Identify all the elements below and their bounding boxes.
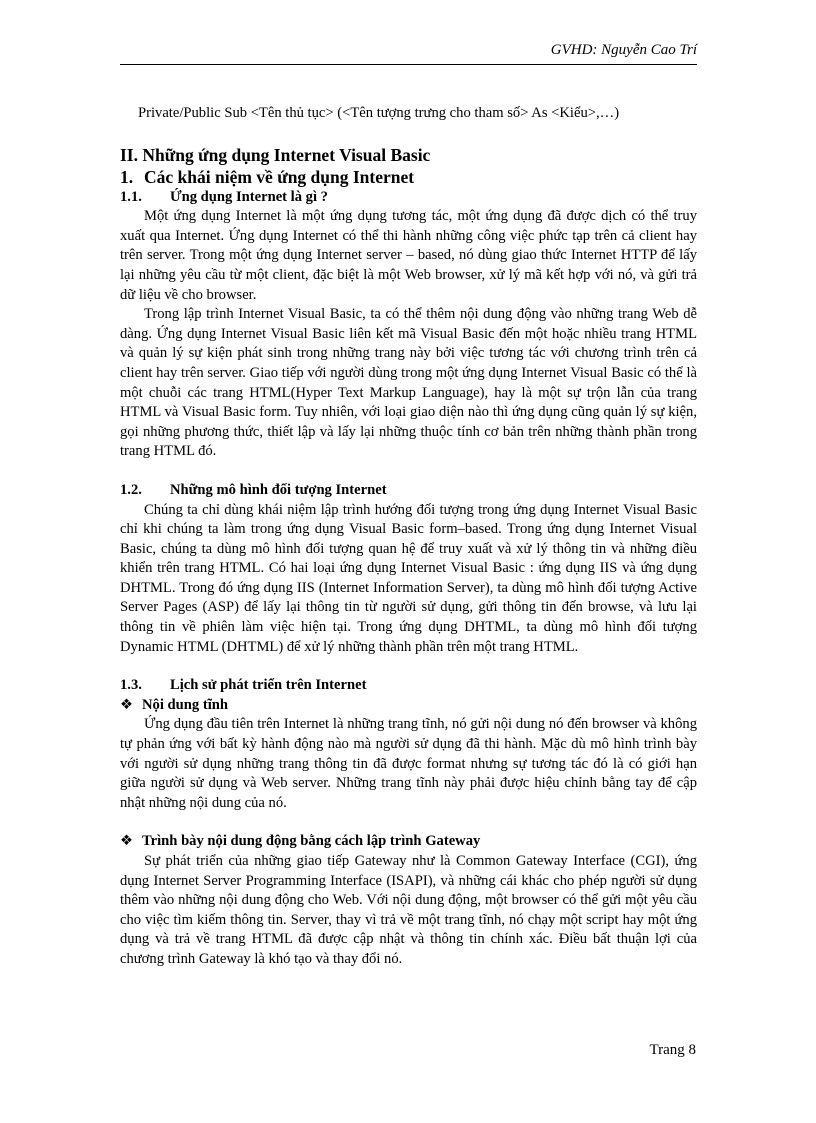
- page-header: [120, 40, 697, 65]
- paragraph-gateway-programming: Sự phát triển của những giao tiếp Gateway như là Common Gateway Interface (CGI), ứng dụng Internet Server Programming Interface (ISAPI), và những cái khác cho phép người sử dụng thêm vào những nội dung động cho Web. Với nội dung động, một browser có thể gửi một yêu cầu cho việc tìm kiếm thông tin. Server, thay vì trả về một trang tĩnh, nó chạy một script hay một ứng dụng và trả về trang HTML đã được cập nhật và thông tin chính xác. Điều bất thuận lợi của chương trình Gateway là khó tạo và thay đổi nó.: [120, 853, 697, 967]
- subsection-number: 1.: [120, 166, 134, 187]
- section-title: II. Những ứng dụng Internet Visual Basic: [120, 144, 431, 165]
- heading-1-1-title: Ứng dụng Internet là gì ?: [170, 188, 328, 205]
- subsection-title: Các khái niệm về ứng dụng Internet: [144, 166, 415, 187]
- four-diamond-icon: ❖: [120, 833, 134, 850]
- heading-1-1: [120, 188, 697, 208]
- paragraph-1-1-a: Một ứng dụng Internet là một ứng dụng tương tác, một ứng dụng đã được dịch có thể truy xuất qua Internet. Ứng dụng Internet có thể thi hành những công việc phức tạp trên cả client hay trên server. Trong một ứng dụng Internet server – based, nó dùng giao thức Internet HTTP để lấy lại những yêu cầu từ một client, đặc biệt là một Web browser, xử lý mã kết hợp với nó, và gửi trả dữ liệu về cho browser.: [120, 208, 697, 303]
- heading-1-3-title: Lịch sử phát triển trên Internet: [170, 677, 367, 694]
- instructor-name: GVHD: Nguyễn Cao Trí: [550, 42, 697, 58]
- heading-1-3: [120, 676, 697, 696]
- heading-1-1-number: 1.1.: [120, 188, 142, 205]
- heading-1-3-number: 1.3.: [120, 677, 142, 694]
- paragraph-static-content: Ứng dụng đầu tiên trên Internet là những trang tĩnh, nó gửi nội dung nó đến browser và không tự phản ứng với bất kỳ hành động nào mà người sử dụng đã thi hành. Mặc dù mô hình trình bày với người sử dụng những trang thông tin đã được format nhưng sự tương tác đó là có giới hạn giữa người sử dụng và Web server. Những trang tĩnh này phải được hiệu chỉnh bằng tay để cập nhật những nội dung của nó.: [120, 716, 697, 811]
- sub-syntax-line: Private/Public Sub <Tên thủ tục> (<Tên tượng trưng cho tham số> As <Kiểu>,…): [138, 105, 620, 121]
- heading-1-2-number: 1.2.: [120, 481, 142, 498]
- heading-1-2-title: Những mô hình đối tượng Internet: [170, 481, 387, 498]
- bullet-gateway-programming: [120, 832, 697, 852]
- bullet-static-content-title: Nội dung tĩnh: [142, 696, 228, 713]
- paragraph-1-1-b: Trong lập trình Internet Visual Basic, ta có thể thêm nội dung động vào những trang Web dễ dàng. Ứng dụng Internet Visual Basic liên kết mã Visual Basic đến một hoặc nhiều trang HTML và quản lý sự kiện phát sinh trong những trang này bởi việc tương tác với chương trình trên cả client hay trên server. Giao tiếp với người dùng trong một ứng dụng Internet Visual Basic có thể là một chuỗi các trang HTML(Hyper Text Markup Language), hay là một sự trộn lẫn của trang HTML và Visual Basic form. Tuy nhiên, với loại giao diện nào thì ứng dụng cũng quản lý sự kiện, gọi những phương thức, thiết lập và lấy lại những thuộc tính cơ bản trên những thành phần trong trang HTML đó.: [120, 306, 697, 460]
- bullet-gateway-title: Trình bày nội dung động bằng cách lập trình Gateway: [142, 833, 481, 850]
- heading-1-2: [120, 481, 697, 501]
- page-number: Trang 8: [649, 1042, 696, 1058]
- paragraph-1-2: Chúng ta chỉ dùng khái niệm lập trình hướng đối tượng trong ứng dụng Internet Visual Basic chỉ khi chúng ta làm trong ứng dụng Visual Basic form–based. Trong ứng dụng Internet Visual Basic, chúng ta dùng mô hình đối tượng quan hệ để truy xuất và xử lý thông tin và những điều khiển trên trang HTML. Có hai loại ứng dụng Internet Visual Basic : ứng dụng IIS và ứng dụng DHTML. Trong đó ứng dụng IIS (Internet Information Server), ta dùng mô hình đối tượng Active Server Pages (ASP) để lấy lại thông tin từ người sử dụng, gửi thông tin đến browse, và lưu lại thông tin về phiên làm việc hiện tại. Trong ứng dụng DHTML, ta dùng mô hình đối tượng Dynamic HTML (DHTML) để xử lý những thành phần trên một trang HTML.: [120, 501, 697, 655]
- four-diamond-icon: ❖: [120, 696, 134, 713]
- bullet-static-content: [120, 696, 697, 716]
- subsection-heading: [120, 166, 697, 188]
- document-body: [120, 104, 697, 970]
